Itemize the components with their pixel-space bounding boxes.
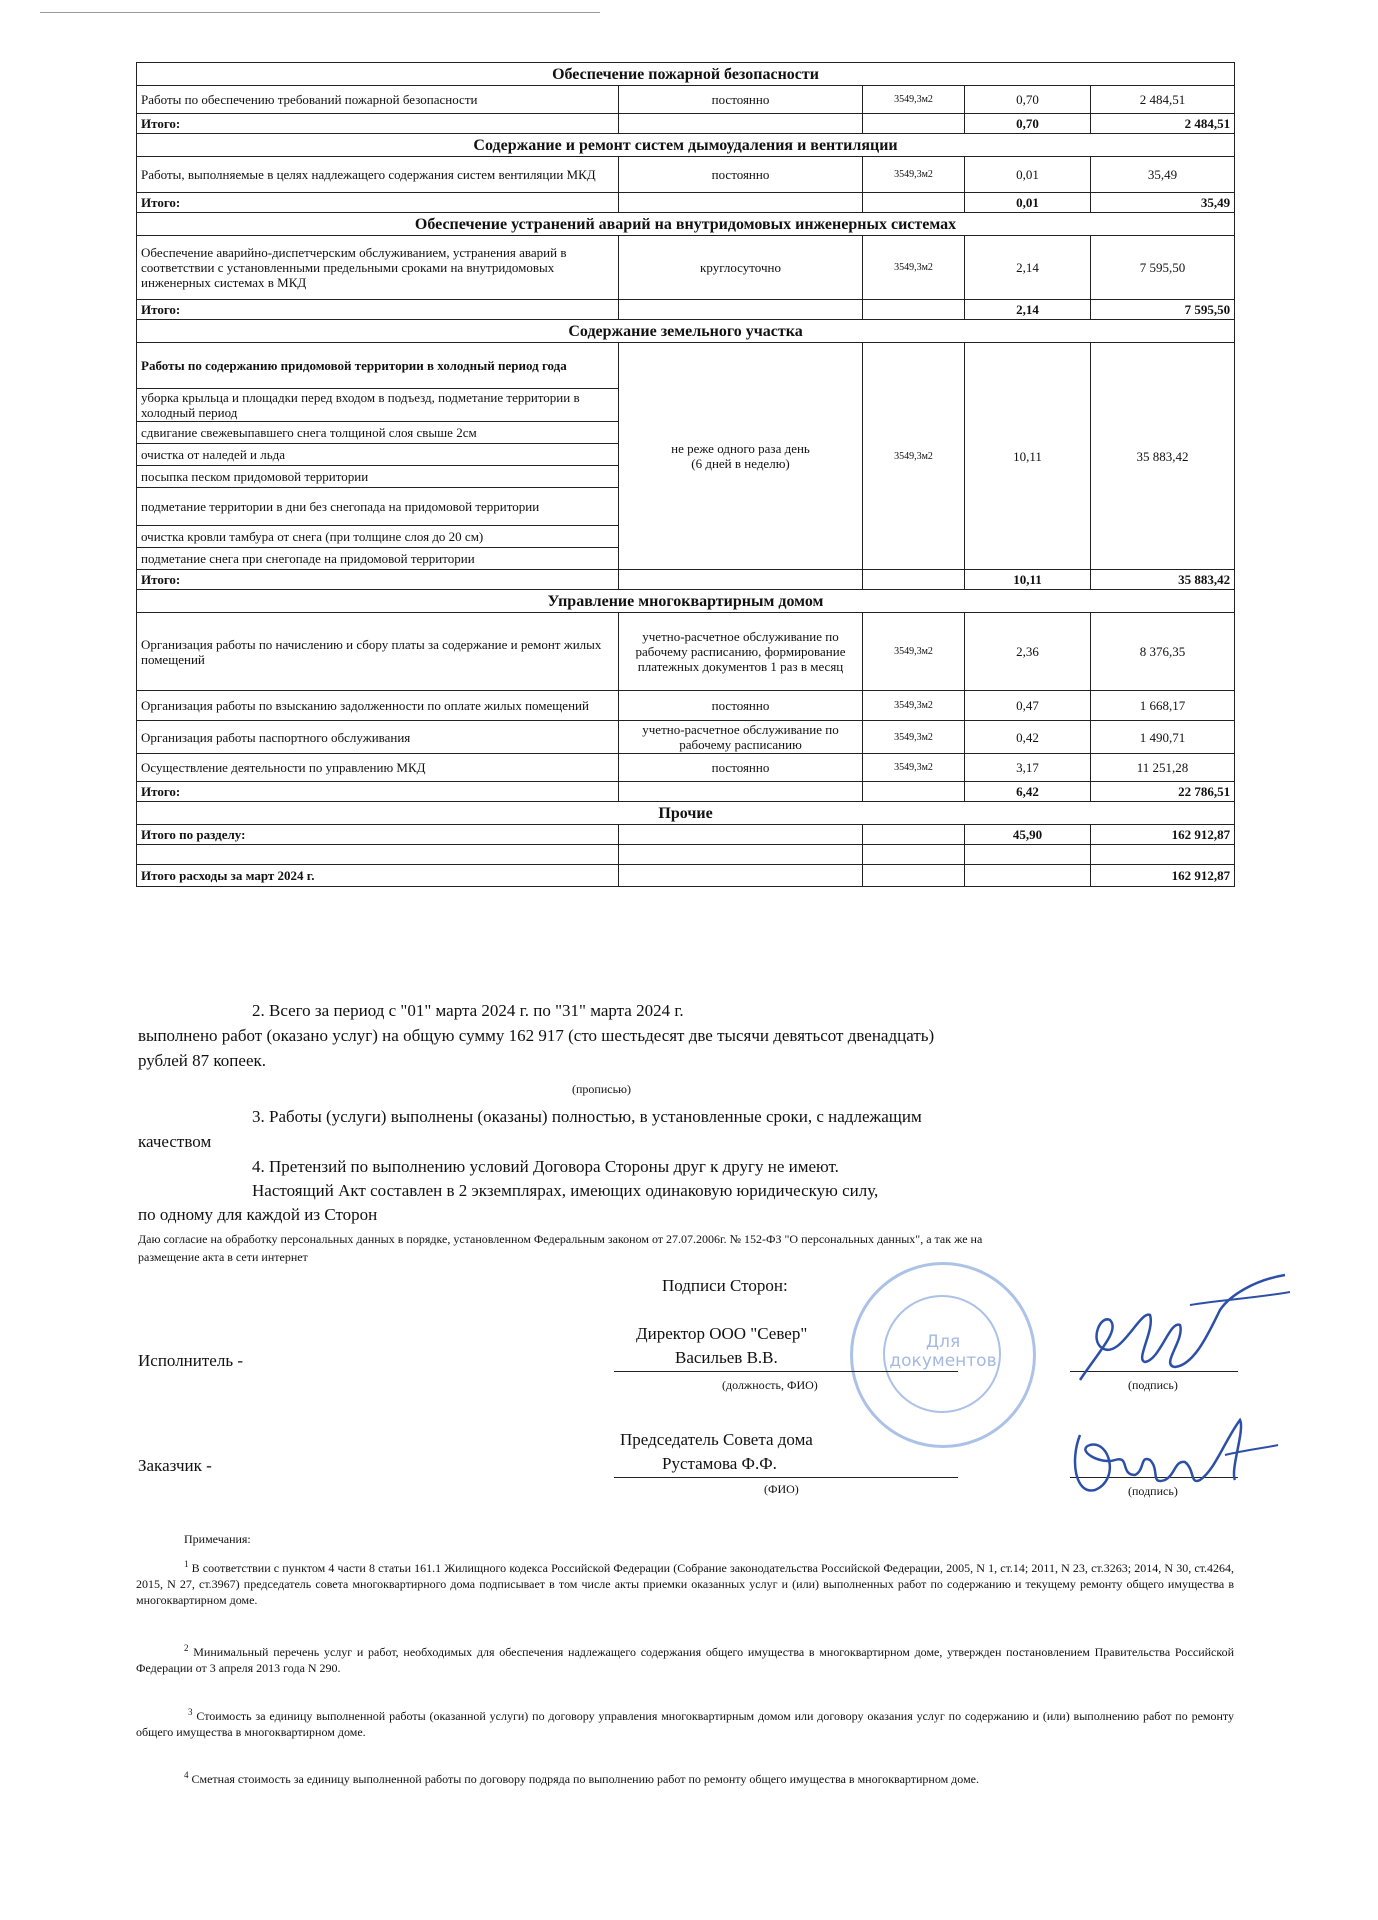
section-header: Содержание земельного участка <box>137 320 1235 343</box>
section-header: Управление многоквартирным домом <box>137 590 1235 613</box>
section-total-row <box>137 782 1235 802</box>
total-label: Итого: <box>137 114 619 134</box>
work-rate: 0,01 <box>965 157 1091 193</box>
work-name: Организация работы по взысканию задолженности по оплате жилых помещений <box>137 691 619 721</box>
land-work-row <box>137 343 1235 389</box>
consent-text: Даю согласие на обработку персональных данных в порядке, установленном Федеральным законом от 27.07.2006г. № 152-ФЗ "О персональных данных", а так же на <box>138 1232 983 1246</box>
work-frequency: постоянно <box>619 754 863 782</box>
footnote-2: $^2$ Минимальный перечень услуг и работ, необходимых для обеспечения надлежащего содержания общего имущества в многоквартирном доме, утвержден постановлением Правительства Российской Федерации от 3 апреля 2013 года N 290. <box>136 1643 1235 1675</box>
section-total-row <box>137 193 1235 213</box>
total-sum: 7 595,50 <box>1091 300 1235 320</box>
executor-signature <box>1040 1270 1290 1390</box>
land-work-name: подметание снега при снегопаде на придомовой территории <box>137 548 619 570</box>
work-frequency: не реже одного раза день (6 дней в неделю) <box>619 343 863 570</box>
footnote-4: $^4$ Сметная стоимость за единицу выполненной работы по договору подряда по выполнению работ по ремонту общего имущества в многоквартирном доме. <box>184 1770 979 1786</box>
paragraph-4: 4. Претензий по выполнению условий Договора Стороны друг к другу не имеют. <box>252 1157 839 1176</box>
land-work-name: сдвигание свежевыпавшего снега толщиной слоя свыше 2см <box>137 422 619 444</box>
work-unit: 3549,3м2 <box>863 157 965 193</box>
total-label: Итого: <box>137 193 619 213</box>
executor-caption: (должность, ФИО) <box>722 1378 818 1392</box>
paragraph-2: 2. Всего за период с "01" марта 2024 г. по "31" марта 2024 г. <box>252 1001 684 1020</box>
work-frequency: учетно-расчетное обслуживание по рабочему расписанию <box>619 721 863 754</box>
work-sum: 35,49 <box>1091 157 1235 193</box>
grand-total-sum: 162 912,87 <box>1091 865 1235 887</box>
section-header: Обеспечение пожарной безопасности <box>137 63 1235 86</box>
work-sum: 11 251,28 <box>1091 754 1235 782</box>
total-rate: 0,70 <box>965 114 1091 134</box>
work-unit: 3549,3м2 <box>863 691 965 721</box>
section-grand-row <box>137 825 1235 845</box>
paragraph-5-end: по одному для каждой из Сторон <box>138 1205 378 1224</box>
executor-name-line <box>614 1371 958 1372</box>
works-table <box>136 62 1235 887</box>
work-frequency: постоянно <box>619 691 863 721</box>
total-rate: 10,11 <box>965 570 1091 590</box>
work-rate: 0,47 <box>965 691 1091 721</box>
work-unit: 3549,3м2 <box>863 86 965 114</box>
land-work-name: посыпка песком придомовой территории <box>137 466 619 488</box>
customer-name-line <box>614 1477 958 1478</box>
land-work-name: уборка крыльца и площадки перед входом в подъезд, подметание территории в холодный период <box>137 389 619 422</box>
paragraph-2-kopeks: рублей 87 копеек. <box>138 1051 266 1070</box>
section-total-row <box>137 570 1235 590</box>
table-row <box>137 157 1235 193</box>
land-work-name: очистка кровли тамбура от снега (при толщине слоя до 20 см) <box>137 526 619 548</box>
work-sum: 35 883,42 <box>1091 343 1235 570</box>
total-rate: 2,14 <box>965 300 1091 320</box>
total-sum: 22 786,51 <box>1091 782 1235 802</box>
footnote-3: $^3$ Стоимость за единицу выполненной работы (оказанной услуги) по договору управления многоквартирным домом или договору оказания услуг по содержанию и (или) выполнению работ по ремонту общего имущества в многоквартирном доме. <box>136 1707 1235 1739</box>
executor-signature-caption: (подпись) <box>1128 1378 1178 1392</box>
work-frequency: постоянно <box>619 157 863 193</box>
customer-caption: (ФИО) <box>764 1482 799 1496</box>
table-row <box>137 691 1235 721</box>
total-rate: 6,42 <box>965 782 1091 802</box>
work-sum: 7 595,50 <box>1091 236 1235 300</box>
company-seal <box>850 1262 1036 1448</box>
footnote-1: $^1$ В соответствии с пунктом 4 части 8 статьи 161.1 Жилищного кодекса Российской Федерации (Собрание законодательства Российской Федерации, 2005, N 1, ст.14; 2011, N 23, ст.3263; 2014, N 30, ст.4264, 2015, N 27, ст.3967) председатель совета многоквартирного дома подписывает в том числе акты приемки оказанных услуг и (или) выполненных работ по содержанию и текущему ремонту общего имущества в многоквартирном доме. <box>136 1559 1235 1607</box>
table-row <box>137 86 1235 114</box>
work-sum: 1 490,71 <box>1091 721 1235 754</box>
total-sum: 162 912,87 <box>1091 825 1235 845</box>
customer-position: Председатель Совета дома <box>620 1430 813 1449</box>
section-header: Обеспечение устранений аварий на внутридомовых инженерных системах <box>137 213 1235 236</box>
land-work-name: очистка от наледей и льда <box>137 444 619 466</box>
spacer-row <box>137 845 1235 865</box>
section-total-row <box>137 114 1235 134</box>
paragraph-5: Настоящий Акт составлен в 2 экземплярах, имеющих одинаковую юридическую силу, <box>252 1181 879 1200</box>
work-frequency: постоянно <box>619 86 863 114</box>
customer-signature-caption: (подпись) <box>1128 1484 1178 1498</box>
total-label: Итого по разделу: <box>137 825 619 845</box>
table-row <box>137 613 1235 691</box>
customer-signature <box>1050 1400 1280 1510</box>
work-frequency: круглосуточно <box>619 236 863 300</box>
top-rule <box>40 12 600 13</box>
signatures-title: Подписи Сторон: <box>662 1276 788 1295</box>
grand-total-label: Итого расходы за март 2024 г. <box>137 865 619 887</box>
customer-label: Заказчик - <box>138 1456 212 1475</box>
total-label: Итого: <box>137 570 619 590</box>
table-row <box>137 236 1235 300</box>
work-name: Организация работы паспортного обслуживания <box>137 721 619 754</box>
total-sum: 2 484,51 <box>1091 114 1235 134</box>
work-unit: 3549,3м2 <box>863 343 965 570</box>
total-rate: 45,90 <box>965 825 1091 845</box>
section-header: Прочие <box>137 802 1235 825</box>
work-unit: 3549,3м2 <box>863 721 965 754</box>
seal-text: Для документов <box>889 1332 997 1371</box>
propisyu-caption: (прописью) <box>572 1082 632 1096</box>
executor-position: Директор ООО "Север" <box>636 1324 808 1343</box>
section-header: Содержание и ремонт систем дымоудаления и вентиляции <box>137 134 1235 157</box>
grand-total-row <box>137 865 1235 887</box>
total-sum: 35 883,42 <box>1091 570 1235 590</box>
work-rate: 0,70 <box>965 86 1091 114</box>
work-frequency: учетно-расчетное обслуживание по рабочему расписанию, формирование платежных документов 1 раз в месяц <box>619 613 863 691</box>
total-sum: 35,49 <box>1091 193 1235 213</box>
executor-name: Васильев В.В. <box>675 1348 778 1367</box>
table-row <box>137 754 1235 782</box>
work-name: Работы по обеспечению требований пожарной безопасности <box>137 86 619 114</box>
work-sum: 2 484,51 <box>1091 86 1235 114</box>
total-label: Итого: <box>137 300 619 320</box>
work-rate: 2,36 <box>965 613 1091 691</box>
notes-title: Примечания: <box>184 1532 251 1546</box>
section-total-row <box>137 300 1235 320</box>
work-rate: 3,17 <box>965 754 1091 782</box>
work-name: Работы, выполняемые в целях надлежащего содержания систем вентиляции МКД <box>137 157 619 193</box>
work-rate: 0,42 <box>965 721 1091 754</box>
land-work-name: подметание территории в дни без снегопада на придомовой территории <box>137 488 619 526</box>
land-work-name: Работы по содержанию придомовой территории в холодный период года <box>137 343 619 389</box>
work-unit: 3549,3м2 <box>863 613 965 691</box>
customer-name: Рустамова Ф.Ф. <box>662 1454 777 1473</box>
table-row <box>137 721 1235 754</box>
work-name: Организация работы по начислению и сбору платы за содержание и ремонт жилых помещений <box>137 613 619 691</box>
work-sum: 8 376,35 <box>1091 613 1235 691</box>
total-label: Итого: <box>137 782 619 802</box>
work-name: Осуществление деятельности по управлению МКД <box>137 754 619 782</box>
work-sum: 1 668,17 <box>1091 691 1235 721</box>
work-rate: 2,14 <box>965 236 1091 300</box>
consent-text-end: размещение акта в сети интернет <box>138 1250 308 1264</box>
paragraph-3-end: качеством <box>138 1132 212 1151</box>
total-rate: 0,01 <box>965 193 1091 213</box>
work-rate: 10,11 <box>965 343 1091 570</box>
work-name: Обеспечение аварийно-диспетчерским обслуживанием, устранения аварий в соответствии с установленными предельными сроками на внутридомовых инженерных системах в МКД <box>137 236 619 300</box>
paragraph-2-sum: выполнено работ (оказано услуг) на общую сумму 162 917 (сто шестьдесят две тысячи девятьсот двенадцать) <box>138 1026 935 1045</box>
work-unit: 3549,3м2 <box>863 236 965 300</box>
executor-label: Исполнитель - <box>138 1351 243 1370</box>
paragraph-3: 3. Работы (услуги) выполнены (оказаны) полностью, в установленные сроки, с надлежащим <box>252 1107 922 1126</box>
work-unit: 3549,3м2 <box>863 754 965 782</box>
